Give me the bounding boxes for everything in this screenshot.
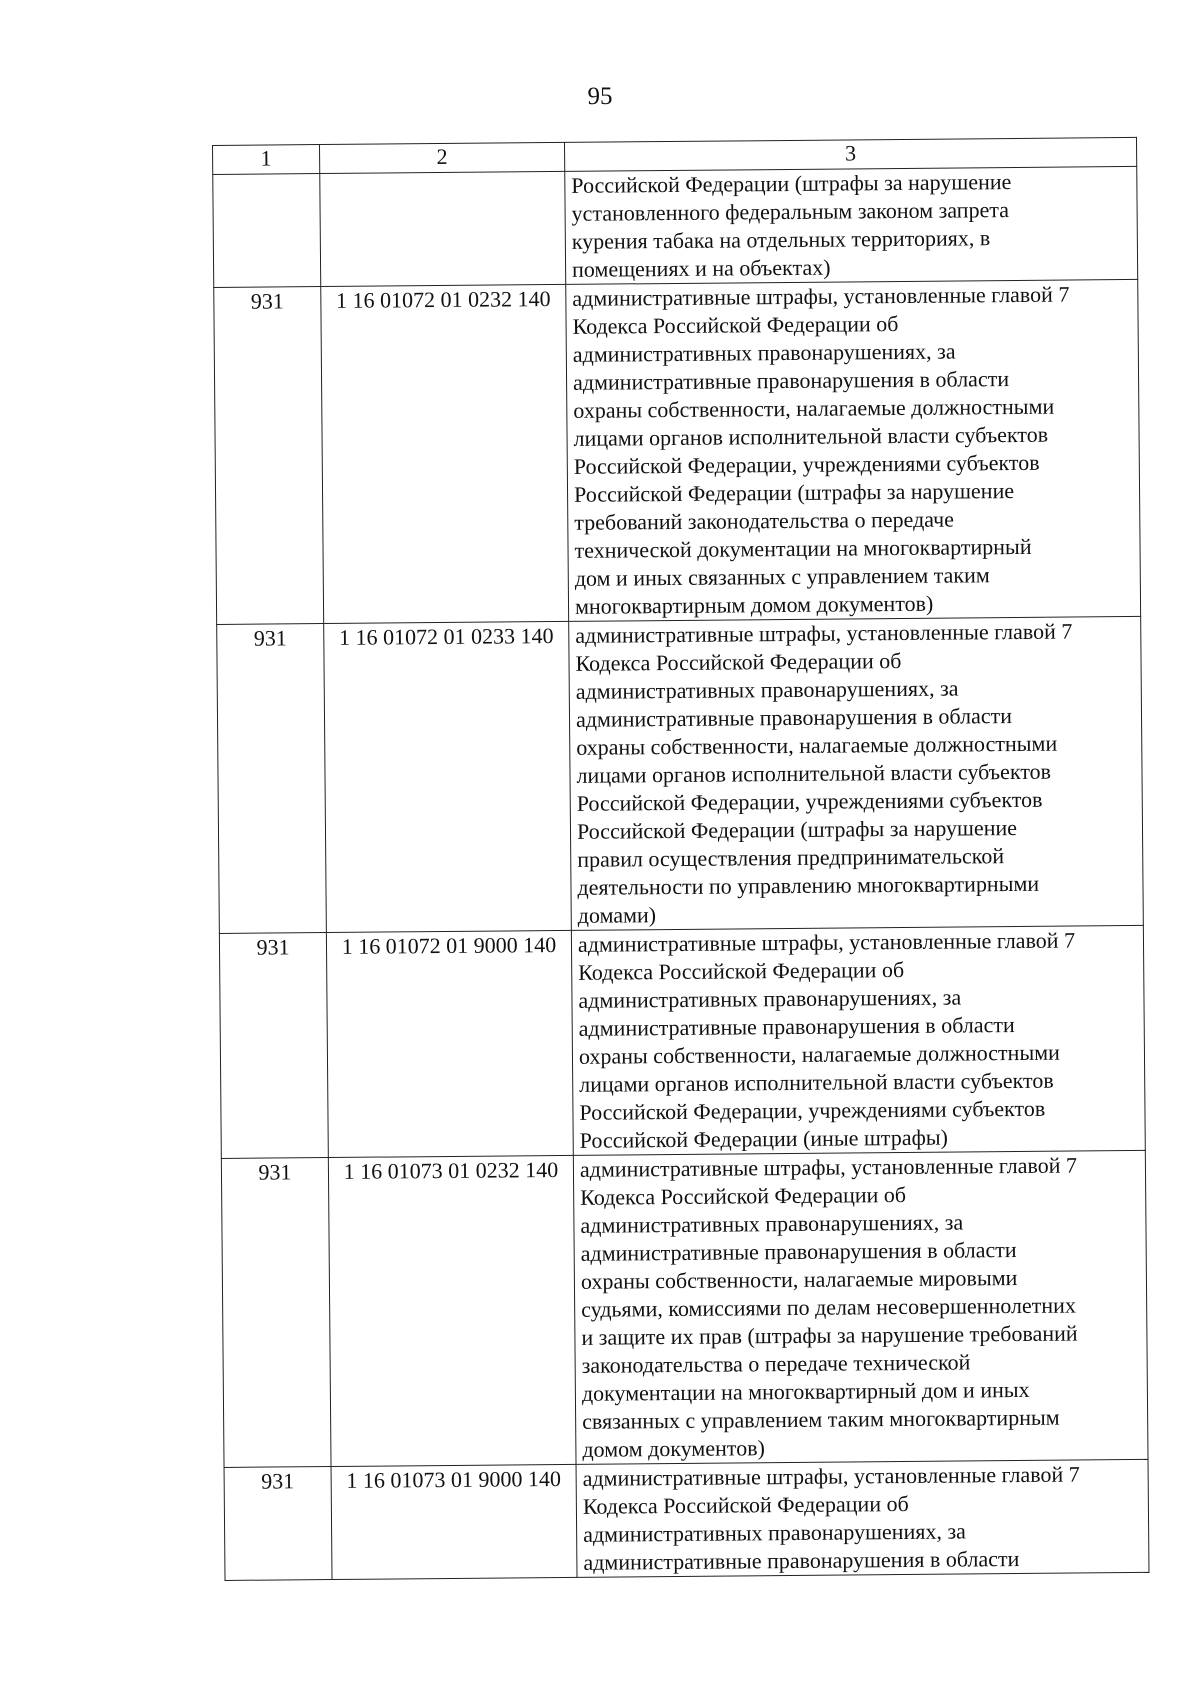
column-header-3: 3 <box>564 137 1136 171</box>
description-line: Кодекса Российской Федерации об <box>582 1490 909 1519</box>
description-line: судьями, комиссиями по делам несовершеннолетних <box>581 1292 1076 1322</box>
description-line: правил осуществления предпринимательской <box>577 843 1005 872</box>
description-line: деятельности по управлению многоквартирными <box>577 870 1040 900</box>
table-row <box>224 1459 1149 1580</box>
description-line: административных правонарушениях, за <box>583 1518 966 1547</box>
description-line: домом документов) <box>582 1435 765 1462</box>
description-cell <box>566 279 1141 621</box>
description-line: требований законодательства о передаче <box>574 506 955 535</box>
description-line: законодательства о передаче технической <box>581 1349 971 1378</box>
budget-code-cell: 1 16 01072 01 9000 140 <box>326 930 573 1157</box>
description-line: административные штрафы, установленные главой 7 <box>575 618 1073 648</box>
description-line: Российской Федерации, учреждениями субъектов <box>579 1095 1046 1125</box>
description-line: административные штрафы, установленные главой 7 <box>582 1461 1080 1491</box>
description-line: лицами органов исполнительной власти субъектов <box>579 1067 1054 1097</box>
description-line: административные правонарушения в области <box>583 1546 1020 1575</box>
description-line: административных правонарушениях, за <box>580 1209 964 1238</box>
column-header-1: 1 <box>213 145 320 175</box>
admin-code-cell: 931 <box>224 1467 332 1581</box>
table-row <box>213 166 1138 287</box>
description-cell <box>573 1150 1148 1464</box>
table-row <box>221 1150 1148 1467</box>
admin-code-cell <box>213 174 321 288</box>
admin-code-cell: 931 <box>214 287 324 625</box>
description-line: охраны собственности, налагаемые должностными <box>578 1039 1060 1069</box>
admin-code-cell: 931 <box>219 933 328 1159</box>
description-line: административных правонарушениях, за <box>578 984 962 1013</box>
column-header-2: 2 <box>320 142 565 173</box>
description-line: административные штрафы, установленные главой 7 <box>579 1152 1078 1182</box>
admin-code-cell: 931 <box>217 624 327 934</box>
budget-code-cell: 1 16 01072 01 0232 140 <box>321 284 569 623</box>
description-line: дом и иных связанных с управлением таким <box>574 562 990 591</box>
page-number: 95 <box>587 83 613 110</box>
description-line: многоквартирным домом документов) <box>574 590 934 619</box>
description-line: Кодекса Российской Федерации об <box>572 311 899 339</box>
budget-code-cell: 1 16 01073 01 9000 140 <box>331 1464 577 1579</box>
budget-code-cell: 1 16 01073 01 0232 140 <box>328 1155 576 1466</box>
description-line: административные штрафы, установленные главой 7 <box>577 927 1076 957</box>
description-line: Кодекса Российской Федерации об <box>580 1181 907 1210</box>
description-line: документации на многоквартирный дом и иных <box>581 1376 1030 1406</box>
description-line: административные правонарушения в области <box>580 1237 1017 1266</box>
description-line: установленного федеральным законом запрета <box>571 197 1010 226</box>
description-line: Российской Федерации (иные штрафы) <box>579 1124 948 1153</box>
description-line: Российской Федерации (штрафы за нарушение <box>576 815 1018 844</box>
description-cell <box>565 166 1138 284</box>
admin-code-cell: 931 <box>221 1158 331 1468</box>
description-line: административных правонарушениях, за <box>575 675 959 704</box>
description-cell <box>569 616 1144 930</box>
description-line: помещениях и на объектах) <box>571 254 831 282</box>
description-line: курения табака на отдельных территориях, в <box>571 225 991 254</box>
budget-code-cell <box>320 171 566 286</box>
description-cell <box>571 925 1145 1155</box>
description-line: Кодекса Российской Федерации об <box>575 648 902 676</box>
table-row <box>217 616 1144 933</box>
description-cell <box>576 1459 1149 1577</box>
table-row <box>219 925 1145 1158</box>
description-line: домами) <box>577 902 657 928</box>
description-line: административные правонарушения в области <box>578 1012 1015 1041</box>
description-line: Кодекса Российской Федерации об <box>578 956 905 985</box>
description-line: технической документации на многоквартирный <box>574 533 1032 563</box>
description-line: охраны собственности, налагаемые должностными <box>573 393 1055 423</box>
description-line: и защите их прав (штрафы за нарушение требований <box>581 1320 1078 1350</box>
description-line: лицами органов исполнительной власти субъектов <box>573 421 1049 451</box>
description-line: Российской Федерации, учреждениями субъектов <box>576 786 1043 816</box>
description-line: охраны собственности, налагаемые должностными <box>576 730 1058 760</box>
description-line: Российской Федерации (штрафы за нарушение <box>571 169 1012 198</box>
description-line: Российской Федерации (штрафы за нарушение <box>573 478 1015 507</box>
budget-code-cell: 1 16 01072 01 0233 140 <box>324 621 572 932</box>
description-line: административные штрафы, установленные главой 7 <box>572 281 1070 311</box>
description-line: лицами органов исполнительной власти субъектов <box>576 758 1052 788</box>
description-line: Российской Федерации, учреждениями субъектов <box>573 449 1040 479</box>
table-row <box>214 279 1141 624</box>
budget-codes-table <box>212 137 1149 1581</box>
description-line: административные правонарушения в области <box>575 703 1013 732</box>
description-line: охраны собственности, налагаемые мировыми <box>580 1265 1018 1294</box>
description-line: административных правонарушениях, за <box>572 338 956 367</box>
description-line: связанных с управлением таким многоквартирным <box>582 1404 1060 1434</box>
description-line: административные правонарушения в области <box>572 366 1010 395</box>
